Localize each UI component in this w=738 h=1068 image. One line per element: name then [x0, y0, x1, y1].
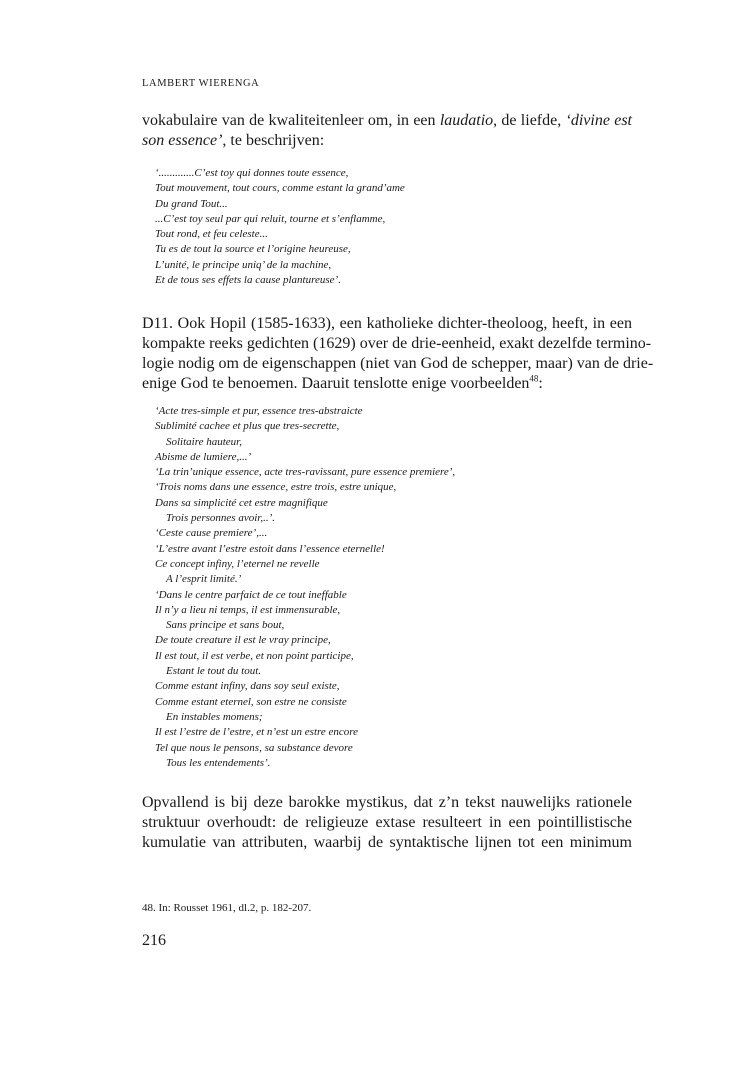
- quote-line: Ce concept infiny, l’eternel ne revelle: [155, 557, 320, 570]
- quote-line: Tel que nous le pensons, sa substance devore: [155, 741, 353, 754]
- quote-line: L’unité, le principe uniq’ de la machine,: [155, 258, 332, 271]
- intro-text: , te beschrijven:: [222, 132, 325, 149]
- intro-text: vokabulaire van de kwaliteitenleer om, in een: [142, 112, 440, 129]
- quote-line: Tous les entendements’.: [166, 756, 271, 769]
- quote-line: ...C’est toy seul par qui reluit, tourne et s’enflamme,: [155, 212, 386, 225]
- quote-line: Il n’y a lieu ni temps, il est immensurable,: [155, 603, 341, 616]
- footnote: 48. In: Rousset 1961, dl.2, p. 182-207.: [142, 902, 312, 914]
- quote-line: Tu es de tout la source et l’origine heureuse,: [155, 243, 351, 256]
- running-head: LAMBERT WIERENGA: [142, 78, 260, 89]
- intro-paragraph: [142, 111, 632, 151]
- quote-line: Abisme de lumiere,...’: [155, 450, 252, 463]
- quote-line: Et de tous ses effets la cause plantureuse’.: [155, 274, 341, 287]
- quote-line: Il est l’estre de l’estre, et n’est un estre encore: [155, 726, 359, 739]
- quote-line: ‘L’estre avant l’estre estoit dans l’essence eternelle!: [155, 542, 385, 555]
- quote-line: De toute creature il est le vray principe,: [155, 634, 331, 647]
- quote-line: Du grand Tout...: [155, 197, 228, 210]
- quote-line: Estant le tout du tout.: [166, 665, 262, 678]
- d11-line-4: [142, 374, 632, 394]
- closing-paragraph: [142, 793, 632, 853]
- quote-block-2: [155, 404, 615, 771]
- quote-line: ‘Ceste cause premiere’,...: [155, 527, 268, 540]
- quote-line: ‘Dans le centre parfaict de ce tout ineffable: [155, 588, 347, 601]
- quote-line: ‘La trin’unique essence, acte tres-ravissant, pure essence premiere’,: [155, 466, 456, 479]
- d11-line-1: D11. Ook Hopil (1585-1633), een katholieke dichter-theoloog, heeft, in een: [142, 315, 632, 332]
- quote-block-1: [155, 166, 615, 288]
- d11-text: enige God te benoemen. Daaruit tenslotte enige voorbeelden: [142, 375, 530, 392]
- intro-italic-quote: ‘divine est: [565, 112, 632, 129]
- intro-text: , de liefde,: [493, 112, 566, 129]
- quote-line: Comme estant infiny, dans soy seul existe,: [155, 680, 340, 693]
- closing-line-2: struktuur overhoudt: de religieuze extase resulteert in een pointillistische: [142, 814, 632, 831]
- intro-line-1: [142, 111, 632, 131]
- closing-line-3: kumulatie van attributen, waarbij de syntaktische lijnen tot een minimum: [142, 834, 632, 851]
- closing-line-1: Opvallend is bij deze barokke mystikus, dat z’n tekst nauwelijks rationele: [142, 794, 632, 811]
- quote-line: ‘Acte tres-simple et pur, essence tres-abstraicte: [155, 405, 363, 417]
- quote-line: Solitaire hauteur,: [166, 435, 242, 448]
- quote-line: Tout mouvement, tout cours, comme estant la grand’ame: [155, 182, 405, 195]
- d11-line-3: logie nodig om de eigenschappen (niet van God de schepper, maar) van de drie-: [142, 355, 654, 372]
- quote-line: Tout rond, et feu celeste...: [155, 228, 268, 241]
- intro-line-2: [142, 131, 632, 151]
- quote-line: Il est tout, il est verbe, et non point participe,: [155, 649, 354, 662]
- quote-line: Dans sa simplicité cet estre magnifique: [155, 496, 328, 509]
- d11-text: :: [538, 375, 543, 392]
- quote-line: Comme estant eternel, son estre ne consiste: [155, 695, 347, 708]
- d11-line-2: kompakte reeks gedichten (1629) over de drie-eenheid, exakt dezelfde termino-: [142, 335, 652, 352]
- quote-line: En instables momens;: [166, 710, 263, 723]
- quote-line: Sans principe et sans bout,: [166, 619, 285, 632]
- quote-line: ‘.............C’est toy qui donnes toute essence,: [155, 167, 349, 179]
- quote-line: Sublimité cachee et plus que tres-secrette,: [155, 420, 340, 433]
- quote-line: A l’esprit limité.’: [166, 573, 242, 586]
- d11-paragraph: [142, 314, 654, 394]
- footnote-ref: 48: [529, 373, 539, 384]
- quote-line: Trois personnes avoir,..’.: [166, 512, 275, 525]
- intro-italic-laudatio: laudatio: [439, 112, 494, 129]
- quote-line: ‘Trois noms dans une essence, estre trois, estre unique,: [155, 481, 397, 494]
- intro-italic-quote-end: son essence’: [142, 132, 223, 149]
- page-number: 216: [142, 932, 166, 949]
